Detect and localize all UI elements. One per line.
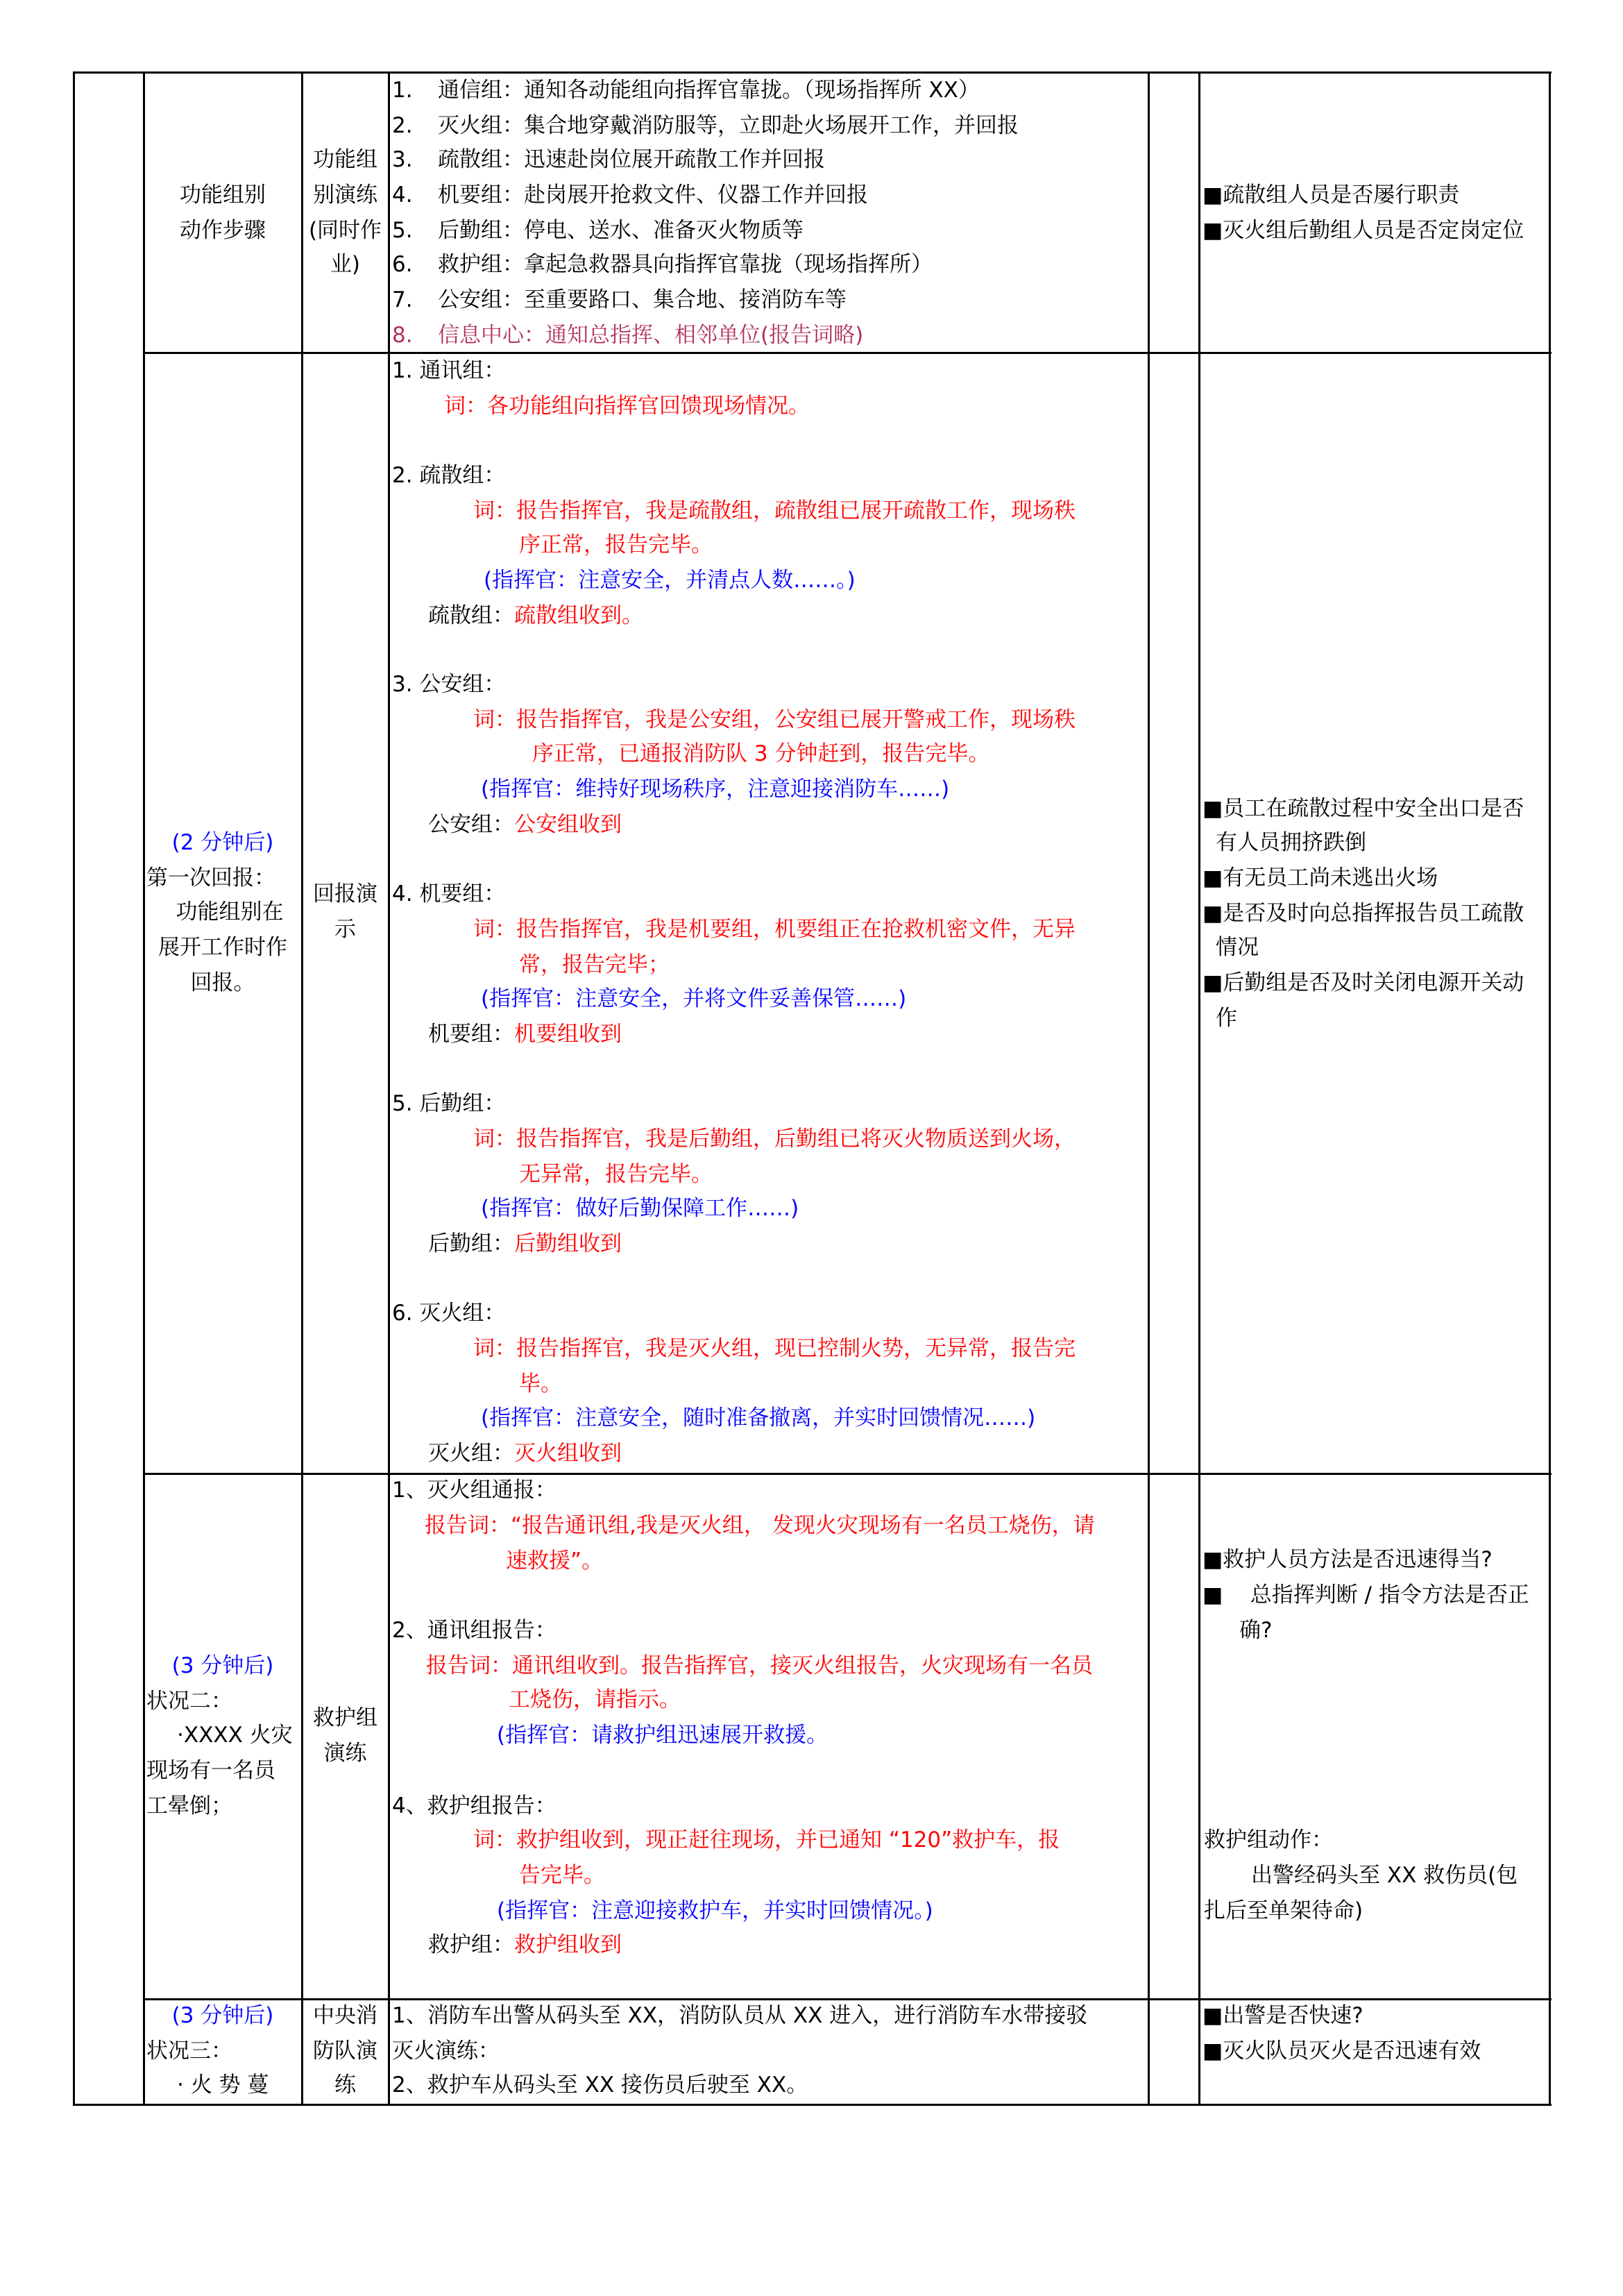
action-heading: 救护组动作： bbox=[1204, 1827, 1333, 1852]
drill-type: 中央消 bbox=[313, 2003, 377, 2028]
report-script: 序正常，报告完毕。 bbox=[519, 532, 713, 557]
phase-label: 回报。 bbox=[190, 970, 255, 995]
report-script: 词：报告指挥官，我是机要组，机要组正在抢救机密文件，无异 bbox=[473, 917, 1076, 942]
check-item: ■灭火队员灭火是否迅速有效 bbox=[1203, 2038, 1481, 2063]
time-label: (3 分钟后) bbox=[171, 1653, 274, 1678]
phase-label: 现场有一名员 bbox=[146, 1758, 275, 1783]
phase-label: · 火 势 蔓 bbox=[177, 2073, 269, 2097]
group-heading: 1. 通讯组： bbox=[392, 358, 506, 383]
report-script: 毕。 bbox=[519, 1371, 562, 1396]
step-text: 灭火演练： bbox=[392, 2038, 500, 2063]
action-text: 扎后至单架待命) bbox=[1204, 1898, 1363, 1923]
step-number: 2. bbox=[392, 113, 413, 138]
step-text: 救护组：拿起急救器具向指挥官靠拢（现场指挥所） bbox=[438, 252, 933, 277]
step-text: 机要组：赴岗展开抢救文件、仪器工作并回报 bbox=[438, 183, 868, 208]
action-text: 出警经码头至 XX 救伤员(包 bbox=[1251, 1863, 1518, 1888]
check-item: 作 bbox=[1216, 1006, 1237, 1031]
commander-reply: (指挥官：注意安全，并清点人数……。) bbox=[484, 568, 856, 593]
report-script: 速救援”。 bbox=[506, 1548, 604, 1573]
group-heading: 1、灭火组通报： bbox=[392, 1478, 556, 1503]
drill-type: 功能组 bbox=[313, 147, 377, 172]
drill-type: 回报演 bbox=[313, 881, 377, 906]
step-number: 5. bbox=[392, 218, 413, 243]
report-script: 报告词：“报告通讯组,我是灭火组， 发现火灾现场有一名员工烧伤，请 bbox=[425, 1513, 1095, 1538]
commander-reply: (指挥官：维持好现场秩序，注意迎接消防车……) bbox=[481, 777, 950, 802]
phase-label: 展开工作时作 bbox=[158, 935, 287, 960]
check-item: ■有无员工尚未逃出火场 bbox=[1203, 866, 1438, 890]
commander-reply: (指挥官：做好后勤保障工作……) bbox=[481, 1196, 799, 1221]
check-item: 有人员拥挤跌倒 bbox=[1216, 830, 1366, 855]
phase-label: 状况二： bbox=[146, 1689, 232, 1714]
report-script: 工烧伤，请指示。 bbox=[509, 1687, 681, 1712]
drill-type: 演练 bbox=[323, 1741, 367, 1766]
phase-label: 功能组别在 bbox=[176, 900, 284, 925]
phase-label: 第一次回报： bbox=[146, 866, 275, 890]
drill-type: 练 bbox=[334, 2073, 356, 2097]
group-ack bbox=[428, 1436, 622, 1471]
drill-type: 示 bbox=[334, 917, 356, 942]
step-number: 3. bbox=[392, 147, 413, 172]
step-text: 信息中心：通知总指挥、相邻单位(报告词略) bbox=[438, 323, 864, 348]
report-script: 词：救护组收到，现正赶往现场，并已通知 “120”救护车，报 bbox=[473, 1827, 1060, 1852]
report-script: 常，报告完毕； bbox=[519, 952, 670, 977]
check-item: 情况 bbox=[1216, 935, 1259, 960]
check-item: ■救护人员方法是否迅速得当? bbox=[1203, 1547, 1493, 1572]
report-script: 词：各功能组向指挥官回馈现场情况。 bbox=[444, 394, 810, 419]
phase-label: ·XXXX 火灾 bbox=[177, 1723, 293, 1748]
check-item: ■出警是否快速? bbox=[1203, 2003, 1363, 2028]
time-label: (3 分钟后) bbox=[171, 2003, 274, 2028]
check-item: ■疏散组人员是否屡行职责 bbox=[1203, 183, 1460, 208]
group-ack bbox=[428, 1226, 622, 1261]
check-item: ■ 总指挥判断 / 指令方法是否正 bbox=[1203, 1582, 1529, 1607]
group-name: 灭火组： bbox=[428, 1441, 514, 1466]
check-item: ■员工在疏散过程中安全出口是否 bbox=[1203, 796, 1524, 821]
group-ack bbox=[428, 1017, 622, 1052]
check-item: 确? bbox=[1239, 1618, 1273, 1643]
check-item: ■是否及时向总指挥报告员工疏散 bbox=[1203, 901, 1524, 926]
group-name: 救护组： bbox=[428, 1932, 514, 1957]
group-ack bbox=[428, 1927, 622, 1962]
group-name: 机要组： bbox=[428, 1022, 514, 1047]
phase-label: 工晕倒； bbox=[146, 1793, 232, 1818]
drill-type: 业) bbox=[330, 252, 361, 277]
group-heading: 4、救护组报告： bbox=[392, 1793, 556, 1818]
group-ack bbox=[428, 598, 643, 633]
report-script: 无异常，报告完毕。 bbox=[519, 1162, 713, 1187]
group-heading: 5. 后勤组： bbox=[392, 1091, 506, 1116]
ack-text: 灭火组收到 bbox=[514, 1441, 622, 1466]
check-item: ■灭火组后勤组人员是否定岗定位 bbox=[1203, 218, 1524, 243]
group-name: 后勤组： bbox=[428, 1231, 514, 1256]
step-number: 1. bbox=[392, 78, 413, 103]
step-text: 后勤组：停电、送水、准备灭火物质等 bbox=[438, 218, 804, 243]
ack-text: 公安组收到 bbox=[514, 812, 622, 837]
report-script: 报告词：通讯组收到。报告指挥官，接灭火组报告，火灾现场有一名员 bbox=[426, 1653, 1093, 1678]
group-heading: 6. 灭火组： bbox=[392, 1301, 506, 1326]
report-script: 词：报告指挥官，我是灭火组，现已控制火势，无异常，报告完 bbox=[473, 1336, 1076, 1361]
phase-label: 状况三： bbox=[146, 2038, 232, 2063]
step-text: 疏散组：迅速赴岗位展开疏散工作并回报 bbox=[438, 147, 825, 172]
drill-type: 别演练 bbox=[313, 183, 377, 208]
ack-text: 疏散组收到。 bbox=[514, 603, 643, 628]
phase-label: 动作步骤 bbox=[180, 218, 266, 243]
phase-label: 功能组别 bbox=[180, 183, 266, 208]
drill-type: 防队演 bbox=[313, 2038, 377, 2063]
commander-reply: (指挥官：注意迎接救护车，并实时回馈情况。) bbox=[497, 1898, 933, 1923]
time-label: (2 分钟后) bbox=[171, 830, 274, 855]
report-script: 序正常，已通报消防队 3 分钟赶到，报告完毕。 bbox=[532, 741, 990, 766]
group-heading: 4. 机要组： bbox=[392, 881, 506, 906]
step-text: 2、救护车从码头至 XX 接伤员后驶至 XX。 bbox=[392, 2073, 808, 2097]
group-name: 公安组： bbox=[428, 812, 514, 837]
report-script: 词：报告指挥官，我是后勤组，后勤组已将灭火物质送到火场， bbox=[473, 1126, 1076, 1151]
group-name: 疏散组： bbox=[428, 603, 514, 628]
step-number: 8. bbox=[392, 323, 413, 348]
commander-reply: (指挥官：注意安全，并将文件妥善保管……) bbox=[481, 986, 907, 1011]
step-text: 1、消防车出警从码头至 XX，消防队员从 XX 进入，进行消防车水带接驳 bbox=[392, 2003, 1088, 2028]
step-text: 通信组：通知各动能组向指挥官靠拢。（现场指挥所 XX） bbox=[438, 78, 980, 103]
step-text: 公安组：至重要路口、集合地、接消防车等 bbox=[438, 287, 847, 312]
commander-reply: (指挥官：注意安全，随时准备撤离，并实时回馈情况……) bbox=[481, 1406, 1036, 1430]
report-script: 告完毕。 bbox=[519, 1863, 605, 1888]
group-heading: 3. 公安组： bbox=[392, 672, 506, 697]
report-script: 词：报告指挥官，我是公安组，公安组已展开警戒工作，现场秩 bbox=[473, 707, 1076, 732]
ack-text: 机要组收到 bbox=[514, 1022, 622, 1047]
step-text: 灭火组：集合地穿戴消防服等，立即赴火场展开工作，并回报 bbox=[438, 113, 1019, 138]
group-heading: 2. 疏散组： bbox=[392, 463, 506, 488]
step-number: 6. bbox=[392, 252, 413, 277]
commander-reply: (指挥官：请救护组迅速展开救援。 bbox=[497, 1723, 829, 1748]
ack-text: 后勤组收到 bbox=[514, 1231, 622, 1256]
ack-text: 救护组收到 bbox=[514, 1932, 622, 1957]
drill-type: (同时作 bbox=[308, 218, 382, 243]
group-heading: 2、通讯组报告： bbox=[392, 1618, 556, 1643]
report-script: 词：报告指挥官，我是疏散组，疏散组已展开疏散工作，现场秩 bbox=[473, 498, 1076, 523]
step-number: 4. bbox=[392, 183, 413, 208]
drill-type: 救护组 bbox=[313, 1705, 377, 1730]
check-item: ■后勤组是否及时关闭电源开关动 bbox=[1203, 970, 1524, 995]
group-ack bbox=[428, 807, 622, 842]
step-number: 7. bbox=[392, 287, 413, 312]
